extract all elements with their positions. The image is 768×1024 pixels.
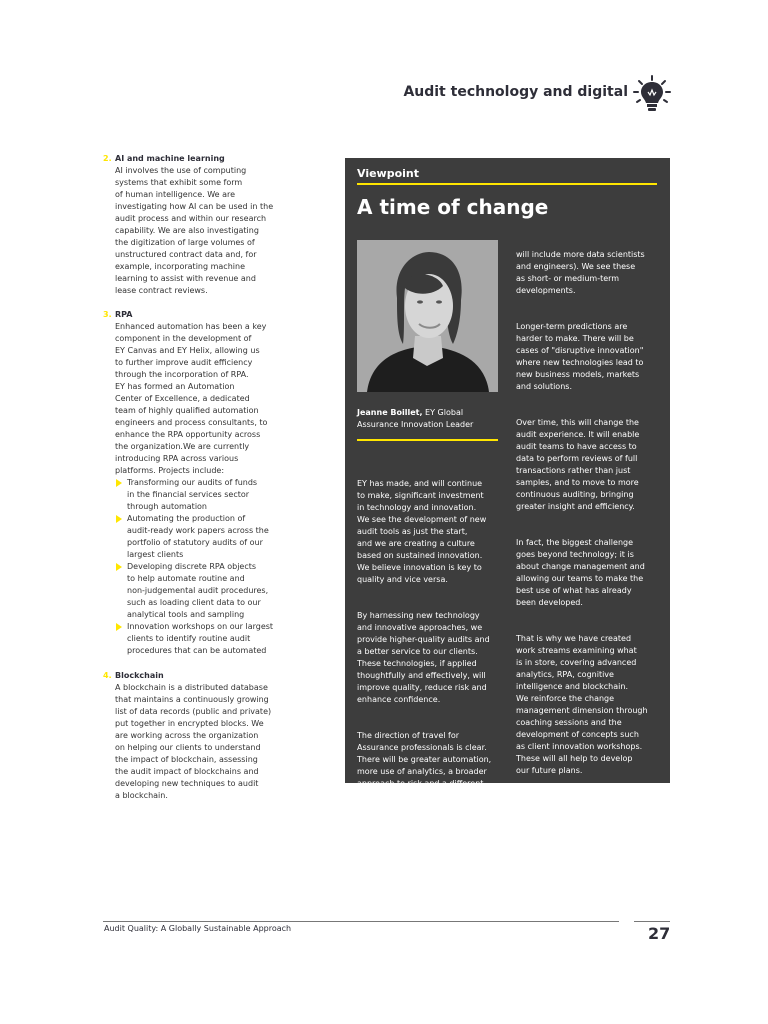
portrait-photo	[357, 240, 498, 392]
list-item: Automating the production of audit-ready work papers across the portfolio of statutory audits of our largest clients	[115, 513, 275, 561]
bullet-arrow-icon	[116, 479, 122, 487]
viewpoint-label: Viewpoint	[357, 167, 420, 180]
viewpoint-title: A time of change	[357, 195, 549, 219]
accent-divider	[357, 183, 657, 185]
viewpoint-column-left	[357, 466, 505, 826]
list-item: Innovation workshops on our largest clients to identify routine audit procedures that can be automated	[115, 621, 275, 657]
paragraph: will include more data scientists and engineers). We see these as short- or medium-term developments.	[516, 250, 645, 295]
caption-role: EY Global Assurance Innovation Leader	[357, 408, 474, 429]
page-number-divider	[634, 921, 670, 922]
lightbulb-icon	[632, 74, 672, 114]
section-heading: Blockchain	[115, 671, 164, 680]
caption-name: Jeanne Boillet,	[357, 408, 423, 417]
paragraph: There is a long journey ahead. It may occasionally be bumpy, but it will be an exciting ride.	[516, 802, 647, 835]
section-body: AI involves the use of computing systems that exhibit some form of human intelligence. We are investigating how AI can be used in the audit process and within our research capability. We are also investigating the digitization of large volumes of unstructured contract data and, for example, incorporating machine learning to assist with revenue and lease contract reviews.	[115, 166, 274, 295]
paragraph: By harnessing new technology and innovative approaches, we provide higher-quality audits and a better service to our clients. These technologies, if applied thoughtfully and effectively, will improve quality, reduce risk and enhance confidence.	[357, 611, 490, 704]
bullet-arrow-icon	[116, 515, 122, 523]
paragraph: EY has made, and will continue to make, significant investment in technology and innovation. We see the development of new audit tools as just the start, and we are creating a culture based on sustained innovation. We believe innovation is key to quality and vice versa.	[357, 479, 487, 584]
section-rpa	[103, 309, 275, 657]
section-number: 3.	[103, 310, 112, 319]
page-section-title: Audit technology and digital	[403, 84, 628, 100]
section-blockchain	[103, 670, 275, 802]
paragraph: That is why we have created work streams examining what is in store, covering advanced analytics, RPA, cognitive intelligence and blockchain. We reinforce the change management dimension through coaching sessions and the development of concepts such as client innovation workshops. These will all help to develop our future plans.	[516, 634, 648, 775]
footer-title: Audit Quality: A Globally Sustainable Approach	[104, 924, 292, 933]
section-body: A blockchain is a distributed database that maintains a continuously growing list of data records (public and private) put together in encrypted blocks. We are working across the organization on helping our clients to understand the impact of blockchain, assessing the audit impact of blockchains and developing new techniques to audit a blockchain.	[115, 683, 272, 800]
section-body: Enhanced automation has been a key component in the development of EY Canvas and EY Helix, allowing us to further improve audit efficiency through the incorporation of RPA. EY has formed an Automation Center of Excellence, a dedicated team of highly qualified automation engineers and process consultants, to enhance the RPA opportunity across the organization.We are currently introducing RPA across various platforms. Projects include:	[115, 322, 268, 475]
section-ai	[103, 153, 275, 297]
section-number: 4.	[103, 671, 112, 680]
paragraph: In fact, the biggest challenge goes beyond technology; it is about change management and allowing our teams to make the best use of what has already been developed.	[516, 538, 645, 607]
page-number: 27	[648, 924, 671, 943]
bullet-arrow-icon	[116, 623, 122, 631]
paragraph: The direction of travel for Assurance professionals is clear. There will be greater automation, more use of analytics, a broader approach to risk and a different profile for the audit team (which	[357, 731, 492, 800]
bullet-list	[115, 477, 275, 657]
section-heading: AI and machine learning	[115, 154, 225, 163]
photo-caption	[357, 407, 502, 431]
section-number: 2.	[103, 154, 112, 163]
bullet-arrow-icon	[116, 563, 122, 571]
footer-divider	[103, 921, 619, 922]
list-item: Developing discrete RPA objects to help automate routine and non-judgemental audit procedures, such as loading client data to our analytical tools and sampling	[115, 561, 275, 621]
paragraph: Longer-term predictions are harder to make. There will be cases of "disruptive innovation" where new technologies lead to new business models, markets and solutions.	[516, 322, 644, 391]
paragraph: Over time, this will change the audit experience. It will enable audit teams to have access to data to perform reviews of full transactions rather than just samples, and to move to more continuous auditing, bringing greater insight and efficiency.	[516, 418, 640, 511]
accent-divider	[357, 439, 498, 441]
section-heading: RPA	[115, 310, 133, 319]
list-item: Transforming our audits of funds in the financial services sector through automation	[115, 477, 275, 513]
viewpoint-column-right	[516, 237, 664, 861]
